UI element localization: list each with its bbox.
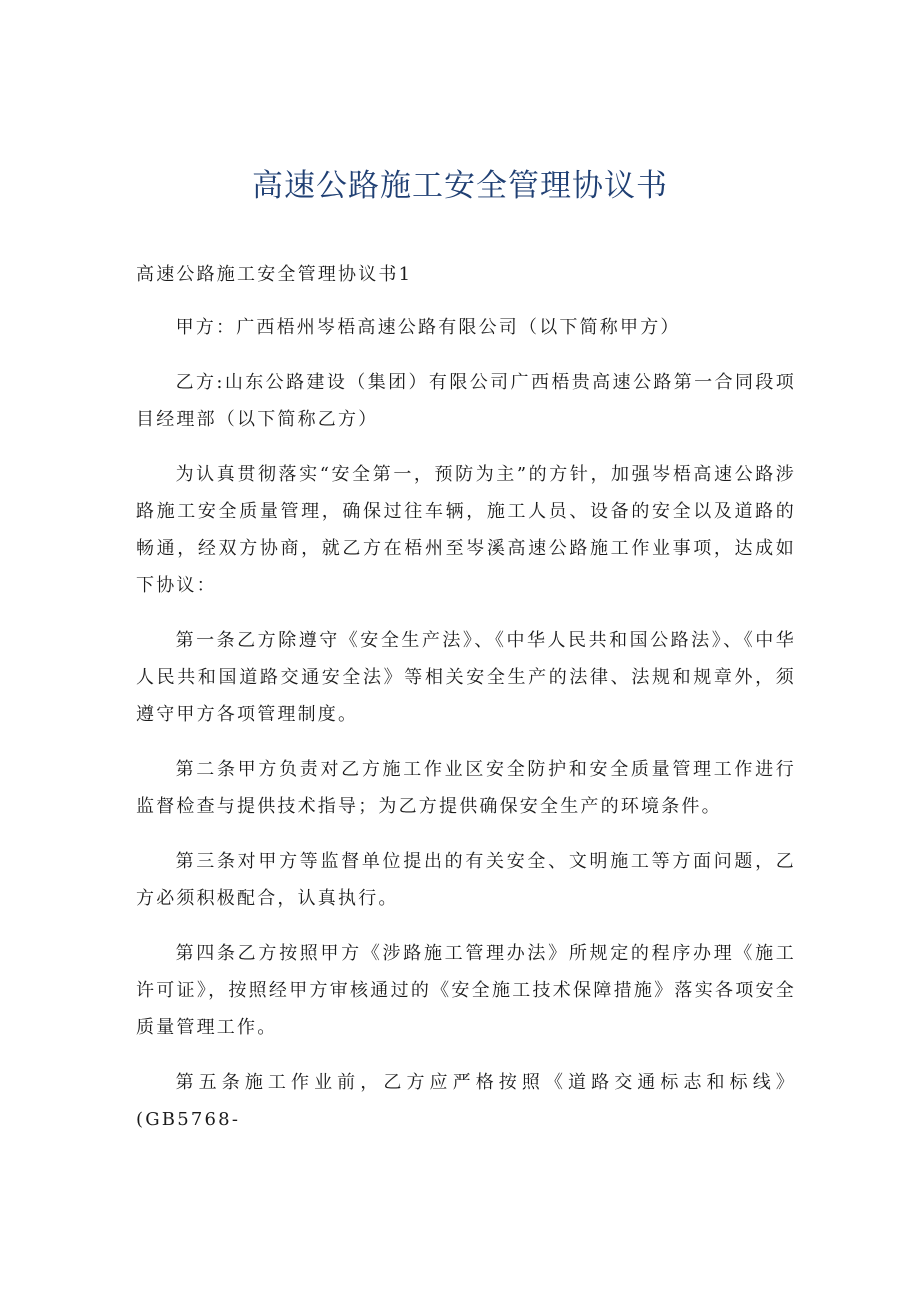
article-5-paragraph: 第五条施工作业前，乙方应严格按照《道路交通标志和标线》(GB5768- <box>136 1072 796 1130</box>
article-2-paragraph: 第二条甲方负责对乙方施工作业区安全防护和安全质量管理工作进行监督检查与提供技术指导；为乙方提供确保安全生产的环境条件。 <box>136 759 796 817</box>
article-4-paragraph: 第四条乙方按照甲方《涉路施工管理办法》所规定的程序办理《施工许可证》，按照经甲方审核通过的《安全施工技术保障措施》落实各项安全质量管理工作。 <box>136 943 796 1038</box>
preamble-paragraph: 为认真贯彻落实“安全第一，预防为主”的方针，加强岑梧高速公路涉路施工安全质量管理，确保过往车辆，施工人员、设备的安全以及道路的畅通，经双方协商，就乙方在梧州至岑溪高速公路施工作业事项，达成如下协议： <box>136 464 796 596</box>
document-title: 高速公路施工安全管理协议书 <box>252 168 668 204</box>
document-subtitle: 高速公路施工安全管理协议书1 <box>136 264 413 285</box>
party-b-paragraph: 乙方:山东公路建设（集团）有限公司广西梧贵高速公路第一合同段项目经理部（以下简称乙方） <box>136 372 796 430</box>
article-1-paragraph: 第一条乙方除遵守《安全生产法》、《中华人民共和国公路法》、《中华人民共和国道路交通安全法》等相关安全生产的法律、法规和规章外，须遵守甲方各项管理制度。 <box>136 630 796 725</box>
party-a-paragraph: 甲方：广西梧州岑梧高速公路有限公司（以下简称甲方） <box>175 317 681 338</box>
article-3-paragraph: 第三条对甲方等监督单位提出的有关安全、文明施工等方面问题，乙方必须积极配合，认真执行。 <box>136 851 796 909</box>
document-body <box>136 256 796 1156</box>
